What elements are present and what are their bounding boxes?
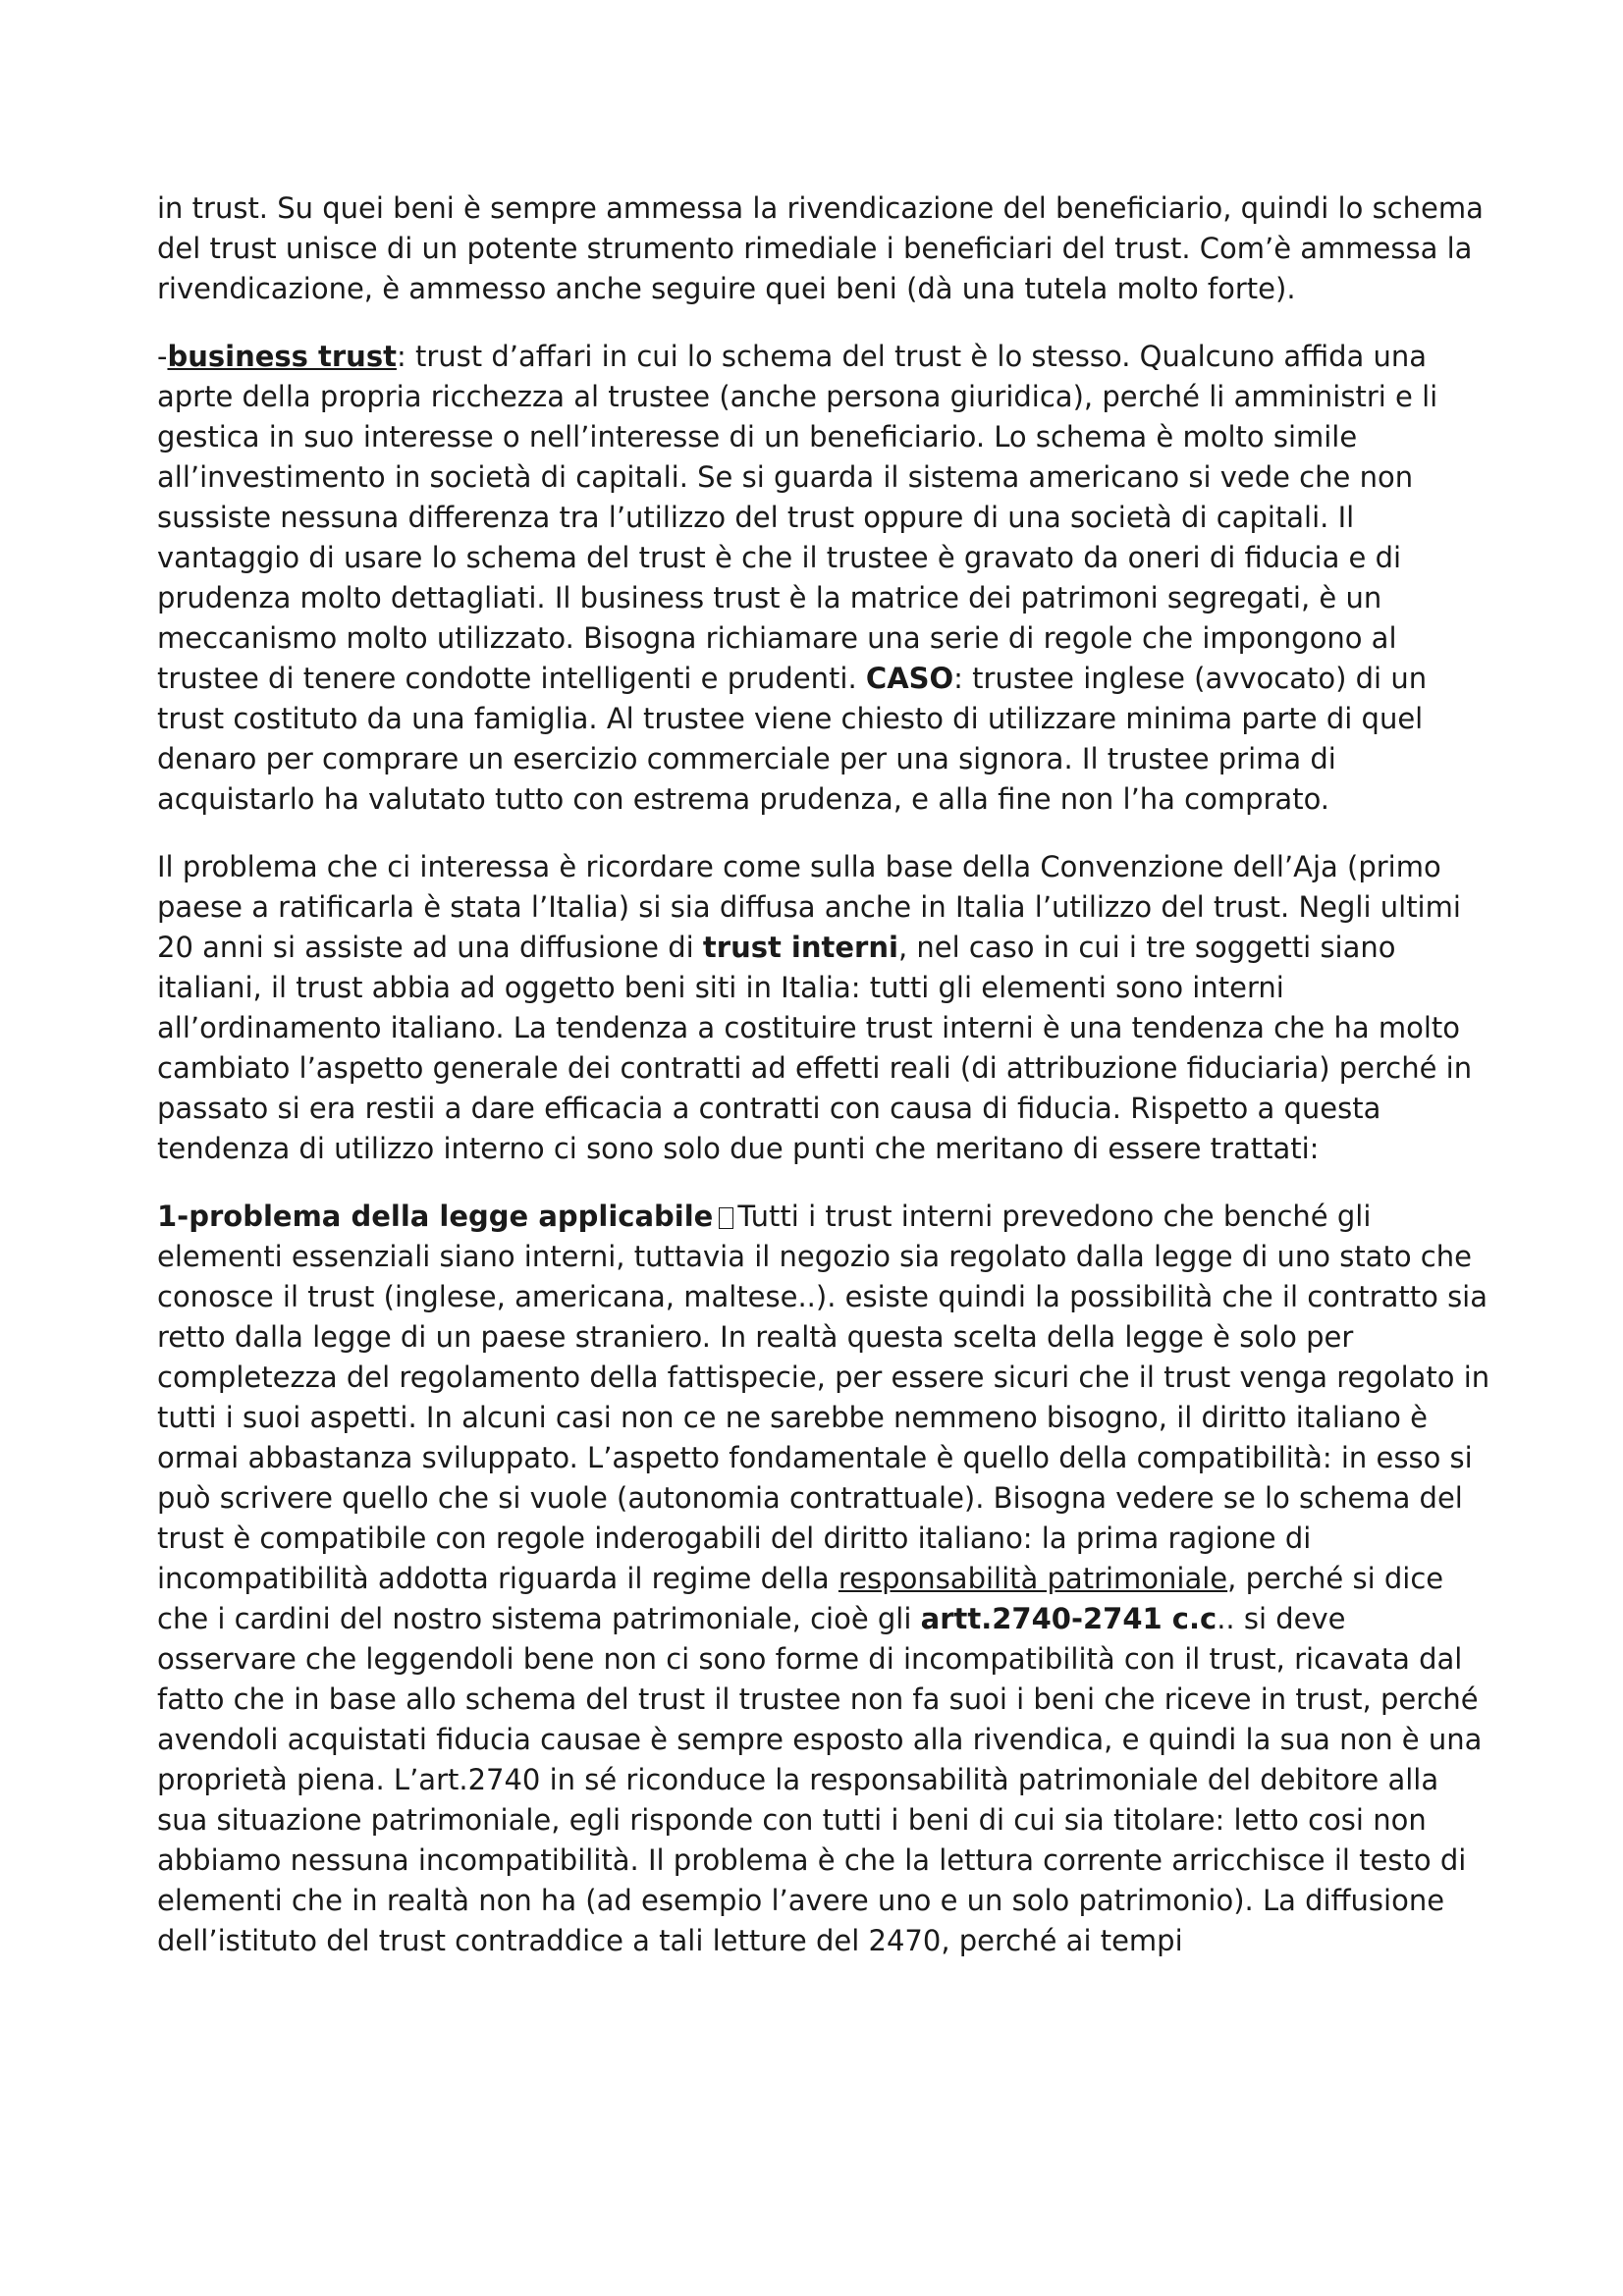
paragraph-legge-applicabile [157, 1197, 1492, 1961]
missing-glyph-icon [719, 1207, 733, 1229]
articles-reference: artt.2740-2741 c.c [920, 1602, 1217, 1635]
paragraph-text: : trustee inglese (avvocato) di un trust costituto da una famiglia. Al trustee viene chiesto di utilizzare minima parte di quel denaro per comprare un esercizio commerciale per una signora. Il trustee prima di acquistarlo ha valutato tutto con estrema prudenza, e alla fine non l’ha comprato. [157, 662, 1428, 816]
document-body [157, 188, 1492, 1989]
paragraph-business-trust [157, 337, 1492, 820]
section-heading-legge-applicabile: 1-problema della legge applicabile [157, 1200, 714, 1233]
paragraph-text: Il problema che ci interessa è ricordare come sulla base della Convenzione dell’Aja (primo paese a ratificarla è stata l’Italia) si sia diffusa anche in Italia l’utilizzo del trust. Negli ultimi 20 anni si assiste ad una diffusione di [157, 850, 1461, 964]
paragraph-text: , perché si dice che i cardini del nostro sistema patrimoniale, cioè gli [157, 1562, 1444, 1635]
term-business-trust: business trust [167, 340, 397, 373]
paragraph-text: Tutti i trust interni prevedono che benché gli elementi essenziali siano interni, tuttavia il negozio sia regolato dalla legge di uno stato che conosce il trust (inglese, americana, maltese..). esiste quindi la possibilità che il contratto sia retto dalla legge di un paese straniero. In realtà questa scelta della legge è solo per completezza del regolamento della fattispecie, per essere sicuri che il trust venga regolato in tutti i suoi aspetti. In alcuni casi non ce ne sarebbe nemmeno bisogno, il diritto italiano è ormai abbastanza sviluppato. L’aspetto fondamentale è quello della compatibilità: in esso si può scrivere quello che si vuole (autonomia contrattuale). Bisogna vedere se lo schema del trust è compatibile con regole inderogabili del diritto italiano: la prima ragione di incompatibilità addotta riguarda il regime della [157, 1200, 1490, 1595]
term-trust-interni: trust interni [702, 931, 898, 964]
paragraph-text: , nel caso in cui i tre soggetti siano italiani, il trust abbia ad oggetto beni siti in Italia: tutti gli elementi sono interni all’ordinamento italiano. La tendenza a costituire trust interni è una tendenza che ha molto cambiato l’aspetto generale dei contratti ad effetti reali (di attribuzione fiduciaria) perché in passato si era restii a dare efficacia a contratti con causa di fiducia. Rispetto a questa tendenza di utilizzo interno ci sono solo due punti che meritano di essere trattati: [157, 931, 1473, 1165]
paragraph-text: : trust d’affari in cui lo schema del trust è lo stesso. Qualcuno affida una aprte della propria ricchezza al trustee (anche persona giuridica), perché li amministri e li gestica in suo interesse o nell’interesse di un beneficiario. Lo schema è molto simile all’investimento in società di capitali. Se si guarda il sistema americano si vede che non sussiste nessuna differenza tra l’utilizzo del trust oppure di una società di capitali. Il vantaggio di usare lo schema del trust è che il trustee è gravato da oneri di fiducia e di prudenza molto dettagliati. Il business trust è la matrice dei patrimoni segregati, è un meccanismo molto utilizzato. Bisogna richiamare una serie di regole che impongono al trustee di tenere condotte intelligenti e prudenti. [157, 340, 1438, 695]
caso-label: CASO [865, 662, 954, 695]
term-responsabilita-patrimoniale: responsabilità patrimoniale [838, 1562, 1228, 1595]
list-dash: - [157, 340, 168, 373]
paragraph-trust-rivendicazione [157, 188, 1492, 309]
paragraph-text: .. si deve osservare che leggendoli bene non ci sono forme di incompatibilità con il trust, ricavata dal fatto che in base allo schema del trust il trustee non fa suoi i beni che riceve in trust, perché avendoli acquistati fiducia causae è sempre esposto alla rivendica, e quindi la sua non è una proprietà piena. L’art.2740 in sé riconduce la responsabilità patrimoniale del debitore alla sua situazione patrimoniale, egli risponde con tutti i beni di cui sia titolare: letto cosi non abbiamo nessuna incompatibilità. Il problema è che la lettura corrente arricchisce il testo di elementi che in realtà non ha (ad esempio l’avere uno e un solo patrimonio). La diffusione dell’istituto del trust contraddice a tali letture del 2470, perché ai tempi [157, 1602, 1483, 1957]
paragraph-convenzione-aja [157, 847, 1492, 1169]
paragraph-text: in trust. Su quei beni è sempre ammessa la rivendicazione del beneficiario, quindi lo schema del trust unisce di un potente strumento rimediale i beneficiari del trust. Com’è ammessa la rivendicazione, è ammesso anche seguire quei beni (dà una tutela molto forte). [157, 191, 1484, 305]
